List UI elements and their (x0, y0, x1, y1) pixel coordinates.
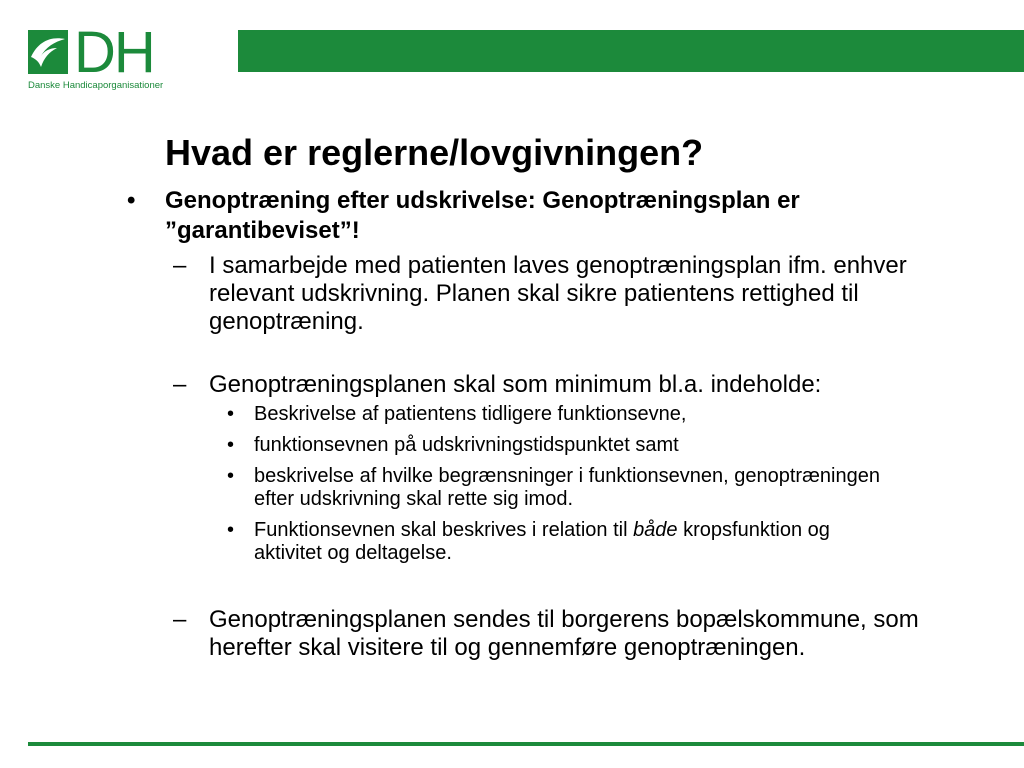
sub-bullet-line: genoptræning. (209, 308, 364, 335)
small-bullet-marker: • (227, 465, 235, 487)
dh-logo (28, 20, 188, 92)
detail-line: aktivitet og deltagelse. (254, 542, 452, 564)
bullet-marker: • (127, 187, 136, 214)
small-bullet-marker: • (227, 434, 235, 456)
dash-marker: – (173, 606, 187, 633)
dash-marker: – (173, 252, 187, 279)
sub-bullet-municipality (169, 606, 975, 662)
main-bullet (125, 186, 975, 246)
sub-bullet-minimum (169, 371, 975, 399)
detail-item (209, 403, 975, 426)
detail-line: Beskrivelse af patientens tidligere funktionsevne, (254, 403, 687, 425)
detail-item (209, 519, 975, 565)
small-bullet-marker: • (227, 519, 235, 541)
sub-bullet-line: Genoptræningsplanen skal som minimum bl.a. indeholde: (209, 371, 822, 398)
logo-organization-name: Danske Handicaporganisationer (28, 80, 164, 91)
sub-bullet-plan (169, 252, 975, 336)
sub-bullet-line: I samarbejde med patienten laves genoptræningsplan ifm. enhver (209, 252, 907, 279)
sub-bullet-line: relevant udskrivning. Planen skal sikre patientens rettighed til (209, 280, 859, 307)
detail-item (209, 465, 975, 511)
footer-green-rule (28, 742, 1024, 746)
detail-text: Funktionsevnen skal beskrives i relation til (254, 519, 634, 541)
detail-line (254, 519, 975, 542)
detail-line: beskrivelse af hvilke begrænsninger i funktionsevnen, genoptræningen (254, 465, 880, 487)
emphasis-text: både (633, 519, 678, 541)
sub-bullet-line: herefter skal visitere til og gennemføre genoptræningen. (209, 634, 806, 661)
main-bullet-line: ”garantibeviset”! (165, 217, 360, 244)
sub-bullet-line: Genoptræningsplanen sendes til borgerens bopælskommune, som (209, 606, 919, 633)
slide-content (125, 186, 975, 662)
detail-item (209, 434, 975, 457)
header-green-band (238, 30, 1024, 72)
detail-text: kropsfunktion og (677, 519, 830, 541)
main-bullet-line: Genoptræning efter udskrivelse: Genoptræningsplan er (165, 187, 800, 214)
detail-line: efter udskrivning skal rette sig imod. (254, 488, 574, 510)
slide-title: Hvad er reglerne/lovgivningen? (165, 132, 704, 173)
bird-logo-icon (28, 30, 68, 74)
logo-letters: DH (74, 20, 154, 85)
dash-marker: – (173, 371, 187, 398)
small-bullet-marker: • (227, 403, 235, 425)
detail-line: funktionsevnen på udskrivningstidspunktet samt (254, 434, 679, 456)
